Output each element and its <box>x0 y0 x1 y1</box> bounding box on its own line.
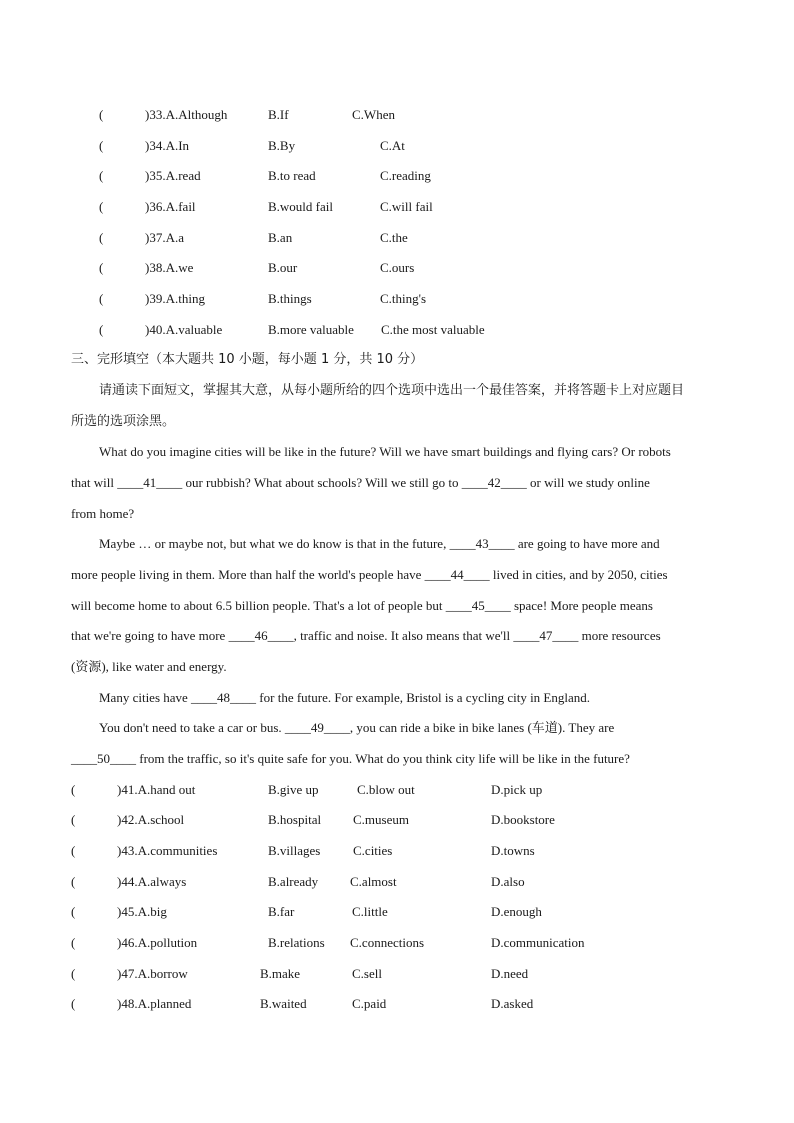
option-d: D.enough <box>491 904 542 919</box>
option-b: B.already <box>268 874 319 889</box>
option-b: B.would fail <box>268 199 333 214</box>
answer-paren[interactable]: ( <box>99 230 104 245</box>
option-c: C.little <box>352 904 388 919</box>
option-a: )45.A.big <box>117 904 167 919</box>
option-b: B.villages <box>268 843 321 858</box>
answer-paren[interactable]: ( <box>99 107 104 122</box>
passage-line: more people living in them. More than half the world's people have ____44____ lived in cities, and by 2050, cities <box>71 567 668 582</box>
option-c: C.cities <box>353 843 393 858</box>
passage-line: will become home to about 6.5 billion people. That's a lot of people but ____45____ space! More people means <box>71 598 653 613</box>
option-d: D.towns <box>491 843 535 858</box>
option-b: B.relations <box>268 935 325 950</box>
option-c: C.When <box>352 107 395 122</box>
option-a: )48.A.planned <box>117 996 192 1011</box>
option-d: D.asked <box>491 996 534 1011</box>
option-c: C.will fail <box>380 199 433 214</box>
option-b: B.an <box>268 230 293 245</box>
option-b: B.By <box>268 138 296 153</box>
option-a: )44.A.always <box>117 874 187 889</box>
option-b: B.far <box>268 904 295 919</box>
option-c: C.blow out <box>357 782 415 797</box>
passage-line: (资源), like water and energy. <box>71 659 227 674</box>
option-a: )47.A.borrow <box>117 966 188 981</box>
option-d: D.pick up <box>491 782 543 797</box>
passage-line: that will ____41____ our rubbish? What about schools? Will we still go to ____42____ or will we study online <box>71 475 650 490</box>
section-heading: 三、完形填空（本大题共 10 小题，每小题 1 分，共 10 分） <box>71 352 424 367</box>
option-b: B.more valuable <box>268 322 354 337</box>
answer-paren[interactable]: ( <box>99 138 104 153</box>
option-b: B.give up <box>268 782 319 797</box>
option-a: )43.A.communities <box>117 843 218 858</box>
answer-paren[interactable]: ( <box>99 322 104 337</box>
answer-paren[interactable]: ( <box>99 291 104 306</box>
passage-line: from home? <box>71 506 135 521</box>
option-a: )36.A.fail <box>145 199 196 214</box>
option-a: )46.A.pollution <box>117 935 198 950</box>
option-b: B.hospital <box>268 812 322 827</box>
passage-line: What do you imagine cities will be like in the future? Will we have smart buildings and flying cars? Or robots <box>99 444 671 459</box>
passage-line: Many cities have ____48____ for the future. For example, Bristol is a cycling city in England. <box>99 690 591 705</box>
option-a: )35.A.read <box>145 168 201 183</box>
option-c: C.thing's <box>380 291 427 306</box>
option-a: )40.A.valuable <box>145 322 223 337</box>
passage-line: that we're going to have more ____46____, traffic and noise. It also means that we'll ____47____ more resources <box>71 628 661 643</box>
passage-line: You don't need to take a car or bus. ____49____, you can ride a bike in bike lanes (车道). They are <box>99 720 615 735</box>
passage-line: Maybe … or maybe not, but what we do know is that in the future, ____43____ are going to have more and <box>99 536 660 551</box>
passage-line: ____50____ from the traffic, so it's quite safe for you. What do you think city life will be like in the future? <box>71 751 630 766</box>
option-c: C.reading <box>380 168 431 183</box>
answer-paren[interactable]: ( <box>99 260 104 275</box>
answer-paren[interactable]: ( <box>71 904 76 919</box>
option-b: B.to read <box>268 168 316 183</box>
option-d: D.need <box>491 966 529 981</box>
option-c: C.At <box>380 138 405 153</box>
option-a: )39.A.thing <box>145 291 205 306</box>
option-a: )42.A.school <box>117 812 185 827</box>
answer-paren[interactable]: ( <box>71 874 76 889</box>
option-c: C.connections <box>350 935 425 950</box>
option-b: B.our <box>268 260 298 275</box>
option-c: C.the most valuable <box>381 322 485 337</box>
option-b: B.If <box>268 107 289 122</box>
answer-paren[interactable]: ( <box>71 812 76 827</box>
option-d: D.communication <box>491 935 585 950</box>
option-a: )34.A.In <box>145 138 190 153</box>
option-b: B.things <box>268 291 312 306</box>
option-c: C.paid <box>352 996 387 1011</box>
option-a: )33.A.Although <box>145 107 228 122</box>
option-c: C.museum <box>353 812 409 827</box>
option-c: C.ours <box>380 260 415 275</box>
answer-paren[interactable]: ( <box>99 168 104 183</box>
answer-paren[interactable]: ( <box>71 966 76 981</box>
option-d: D.also <box>491 874 525 889</box>
option-d: D.bookstore <box>491 812 555 827</box>
option-a: )38.A.we <box>145 260 194 275</box>
answer-paren[interactable]: ( <box>71 935 76 950</box>
answer-paren[interactable]: ( <box>71 782 76 797</box>
option-c: C.the <box>380 230 408 245</box>
option-c: C.almost <box>350 874 397 889</box>
answer-paren[interactable]: ( <box>99 199 104 214</box>
answer-paren[interactable]: ( <box>71 843 76 858</box>
option-b: B.waited <box>260 996 307 1011</box>
section-instruction: 请通读下面短文，掌握其大意，从每小题所给的四个选项中选出一个最佳答案，并将答题卡上对应题目 <box>99 383 685 398</box>
option-a: )41.A.hand out <box>117 782 196 797</box>
section-instruction-cont: 所选的选项涂黑。 <box>71 414 176 429</box>
option-c: C.sell <box>352 966 382 981</box>
answer-paren[interactable]: ( <box>71 996 76 1011</box>
option-a: )37.A.a <box>145 230 184 245</box>
option-b: B.make <box>260 966 301 981</box>
